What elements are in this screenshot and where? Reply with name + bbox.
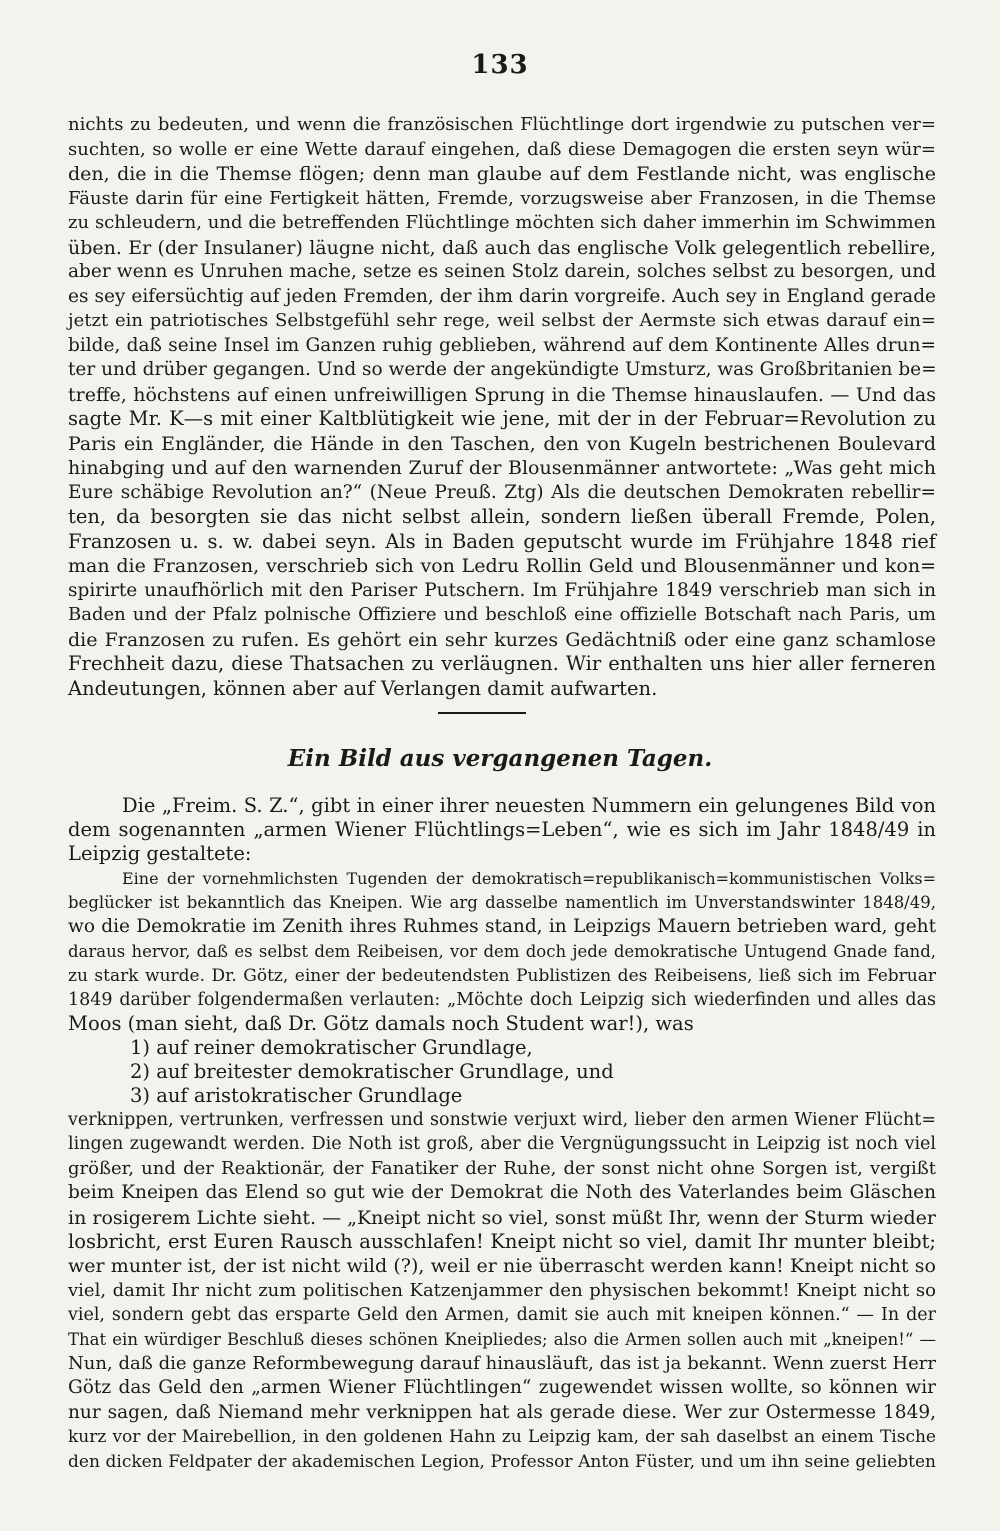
text-line: Götz das Geld den „armen Wiener Flüchtlingen“ zugewendet wissen wollte, so können wir bbox=[68, 1377, 936, 1399]
text-line: sagte Mr. K—s mit einer Kaltblütigkeit wie jene, mit der in der Februar=Revolution zu bbox=[68, 407, 936, 430]
text-line: Nun, daß die ganze Reformbewegung darauf hinausläuft, das ist ja bekannt. Wenn zuerst Herr bbox=[68, 1353, 936, 1374]
text-line: die Franzosen zu rufen. Es gehört ein sehr kurzes Gedächtniß oder eine ganz schamlose bbox=[68, 628, 936, 651]
text-line: den dicken Feldpater der akademischen Legion, Professor Anton Füster, und um ihn seine geliebten bbox=[68, 1451, 936, 1472]
text-line: nichts zu bedeuten, und wenn die französischen Flüchtlinge dort irgendwie zu putschen ver= bbox=[68, 114, 936, 135]
text-line: Die „Freim. S. Z.“, gibt in einer ihrer neuesten Nummern ein gelungenes Bild von bbox=[122, 794, 936, 817]
text-line: jetzt ein patriotisches Selbstgefühl sehr rege, weil selbst der Aermste sich etwas darauf ein= bbox=[68, 310, 936, 331]
text-line: Leipzig gestaltete: bbox=[68, 842, 252, 865]
text-line: treffe, höchstens auf einen unfreiwilligen Sprung in die Themse hinauslaufen. — Und das bbox=[68, 383, 936, 406]
text-line: daraus hervor, daß es selbst dem Reibeisen, vor dem doch jede demokratische Untugend Gnade fand, bbox=[68, 941, 936, 961]
text-line: lingen zugewandt werden. Die Noth ist groß, aber die Vergnügungssucht in Leipzig ist noch viel bbox=[68, 1134, 936, 1155]
text-line: nur sagen, daß Niemand mehr verknippen hat als gerade diese. Wer zur Ostermesse 1849, bbox=[68, 1401, 936, 1423]
list-item: 1) auf reiner demokratischer Grundlage, bbox=[130, 1036, 533, 1059]
article-heading: Ein Bild aus vergangenen Tagen. bbox=[287, 745, 713, 772]
text-line: größer, und der Reaktionär, der Fanatiker der Ruhe, der sonst nicht ohne Sorgen ist, vergißt bbox=[68, 1157, 936, 1179]
text-line: 1849 darüber folgendermaßen verlauten: „Möchte doch Leipzig sich wiederfinden und alles das bbox=[68, 990, 936, 1010]
text-line: wo die Demokratie im Zenith ihres Ruhmes stand, in Leipzigs Mauern betrieben ward, geht bbox=[68, 916, 936, 938]
text-line: That ein würdiger Beschluß dieses schönen Kneipliedes; also die Armen sollen auch mit „kneipen!“ — bbox=[68, 1329, 936, 1349]
text-line: üben. Er (der Insulaner) läugne nicht, daß auch das englische Volk gelegentlich rebellire, bbox=[68, 236, 936, 259]
text-line: verknippen, vertrunken, verfressen und sonstwie verjuxt wird, lieber den armen Wiener Flücht= bbox=[68, 1110, 936, 1130]
text-line: ter und drüber gegangen. Und so werde der angekündigte Umsturz, was Großbritanien be= bbox=[68, 359, 937, 380]
list-item: 3) auf aristokratischer Grundlage bbox=[130, 1084, 463, 1108]
text-line: losbricht, erst Euren Rausch ausschlafen! Kneipt nicht so viel, damit Ihr munter bleibt; bbox=[68, 1230, 936, 1253]
text-line: kurz vor der Mairebellion, in den goldenen Hahn zu Leipzig kam, der sah daselbst an einem Tische bbox=[68, 1427, 936, 1448]
text-line: Fäuste darin für eine Fertigkeit hätten, Fremde, vorzugsweise aber Franzosen, in die Themse bbox=[68, 187, 936, 209]
text-line: Moos (man sieht, daß Dr. Götz damals noch Student war!), was bbox=[68, 1012, 694, 1036]
text-line: beim Kneipen das Elend so gut wie der Demokrat die Noth des Vaterlandes beim Gläschen bbox=[68, 1182, 936, 1204]
text-line: spirirte unaufhörlich mit den Pariser Putschern. Im Frühjahre 1849 verschrieb man sich in bbox=[68, 579, 936, 601]
text-line: suchten, so wolle er eine Wette darauf eingehen, daß diese Demagogen die ersten seyn wür= bbox=[68, 138, 936, 160]
text-line: Eine der vornehmlichsten Tugenden der demokratisch=republikanisch=kommunistischen Volks= bbox=[122, 869, 936, 888]
text-line: den, die in die Themse flögen; denn man glaube auf dem Festlande nicht, was englische bbox=[68, 163, 936, 185]
text-line: Paris ein Engländer, die Hände in den Taschen, den von Kugeln bestrichenen Boulevard bbox=[68, 432, 936, 455]
list-item: 2) auf breitester demokratischer Grundlage, und bbox=[130, 1060, 614, 1084]
text-line: man die Franzosen, verschrieb sich von Ledru Rollin Geld und Blousenmänner und kon= bbox=[68, 555, 936, 577]
text-line: es sey eifersüchtig auf jeden Fremden, der ihm darin vorgreife. Auch sey in England gerade bbox=[68, 285, 936, 307]
text-line: zu schleudern, und die betreffenden Flüchtlinge möchten sich daher immerhin im Schwimmen bbox=[68, 212, 936, 233]
text-line: bilde, daß seine Insel im Ganzen ruhig geblieben, während auf dem Kontinente Alles drun= bbox=[68, 334, 936, 356]
text-line: viel, sondern gebt das ersparte Geld den Armen, damit sie auch mit kneipen können.“ — In der bbox=[68, 1305, 936, 1326]
text-line: Eure schäbige Revolution an?“ (Neue Preuß. Ztg) Als die deutschen Demokraten rebellir= bbox=[68, 481, 936, 503]
page-number: 133 bbox=[471, 50, 529, 80]
text-line: wer munter ist, der ist nicht wild (?), weil er nie überrascht werden kann! Kneipt nicht so bbox=[68, 1255, 936, 1278]
text-line: zu stark wurde. Dr. Götz, einer der bedeutendsten Publistizen des Reibeisens, ließ sich im Februar bbox=[68, 965, 936, 986]
text-line: aber wenn es Unruhen mache, setze es seinen Stolz darein, solches selbst zu besorgen, und bbox=[68, 261, 936, 282]
text-line: Andeutungen, können aber auf Verlangen damit aufwarten. bbox=[68, 676, 658, 700]
text-line: Frechheit dazu, diese Thatsachen zu verläugnen. Wir enthalten uns hier aller ferneren bbox=[68, 652, 936, 675]
text-line: hinabging und auf den warnenden Zuruf der Blousenmänner antwortete: „Was geht mich bbox=[68, 457, 936, 479]
text-line: dem sogenannten „armen Wiener Flüchtlings=Leben“, wie es sich im Jahr 1848/49 in bbox=[68, 818, 936, 841]
text-line: Franzosen u. s. w. dabei seyn. Als in Baden geputscht wurde im Frühjahre 1848 rief bbox=[68, 529, 936, 553]
text-line: beglücker ist bekanntlich das Kneipen. Wie arg dasselbe namentlich im Unverstandswinter 1848/49, bbox=[68, 893, 936, 913]
section-divider bbox=[438, 712, 526, 714]
text-line: in rosigerem Lichte sieht. — „Kneipt nicht so viel, sonst müßt Ihr, wenn der Sturm wieder bbox=[68, 1206, 936, 1229]
text-line: ten, da besorgten sie das nicht selbst allein, sondern ließen überall Fremde, Polen, bbox=[68, 505, 936, 528]
text-line: Baden und der Pfalz polnische Offiziere und beschloß eine offizielle Botschaft nach Paris, um bbox=[68, 604, 936, 625]
text-line: viel, damit Ihr nicht zum politischen Katzenjammer den physischen bekommt! Kneipt nicht so bbox=[68, 1279, 936, 1301]
